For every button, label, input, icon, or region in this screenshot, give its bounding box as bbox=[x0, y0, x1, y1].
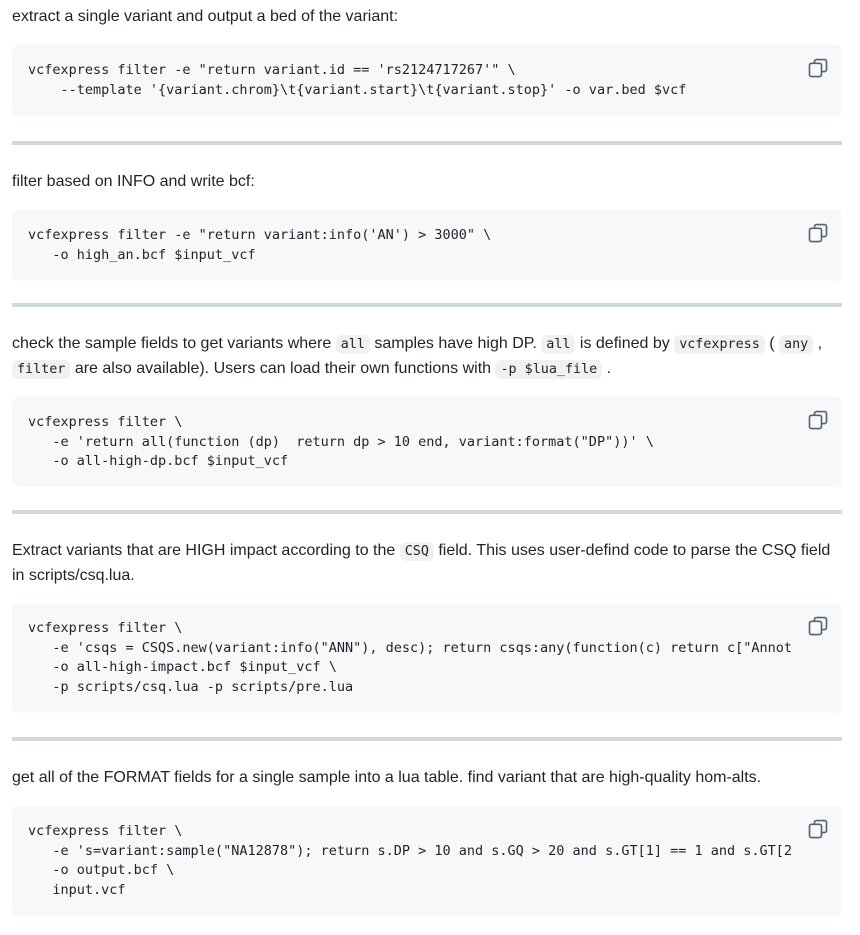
prose-text: get all of the FORMAT fields for a single sample into a lua table. find variant that are high-quality hom-alts. bbox=[12, 769, 762, 786]
inline-code-csq: CSQ bbox=[400, 542, 434, 561]
prose-text: are also available). Users can load their own functions with bbox=[70, 360, 496, 377]
inline-code-all: all bbox=[336, 335, 370, 354]
code-text-3 bbox=[28, 413, 798, 472]
section-3-text bbox=[12, 332, 842, 382]
code-text-1 bbox=[28, 61, 798, 100]
prose-text: check the sample fields to get variants where bbox=[12, 335, 336, 352]
prose-text: samples have high DP. bbox=[369, 335, 542, 352]
code-line: -p scripts/csq.lua -p scripts/pre.lua bbox=[28, 678, 354, 695]
code-block-4[interactable] bbox=[12, 603, 842, 713]
section-divider bbox=[12, 141, 842, 145]
copy-icon[interactable] bbox=[808, 819, 828, 839]
copy-icon[interactable] bbox=[808, 410, 828, 430]
code-line: -o output.bcf \ bbox=[28, 862, 175, 878]
section-5-text bbox=[12, 766, 842, 790]
code-line: -o all-high-impact.bcf $input_vcf \ bbox=[28, 659, 337, 675]
code-text-5 bbox=[28, 822, 798, 900]
inline-code-filter: filter bbox=[12, 360, 70, 379]
code-text-4 bbox=[28, 619, 798, 697]
section-divider bbox=[12, 303, 842, 307]
inline-code-lua-file: -p $lua_file bbox=[495, 360, 602, 379]
code-block-1[interactable] bbox=[12, 45, 842, 116]
prose-text: filter based on INFO and write bcf: bbox=[12, 173, 255, 190]
code-block-3[interactable] bbox=[12, 397, 842, 487]
inline-code-vcfexpress: vcfexpress bbox=[674, 335, 765, 354]
section-divider bbox=[12, 737, 842, 741]
code-line: input.vcf bbox=[28, 881, 126, 898]
code-line: -o high_an.bcf $input_vcf bbox=[28, 246, 256, 263]
copy-icon[interactable] bbox=[808, 616, 828, 636]
code-line: vcfexpress filter -e "return variant.id == 'rs2124717267'" \ bbox=[28, 62, 516, 78]
prose-text: ( bbox=[764, 335, 780, 352]
inline-code-all: all bbox=[541, 335, 575, 354]
code-line: -o all-high-dp.bcf $input_vcf bbox=[28, 453, 289, 469]
code-line: -e 'csqs = CSQS.new(variant:info("ANN"), desc); return csqs:any(function(c) return c["Annot bbox=[28, 639, 793, 656]
code-line: vcfexpress filter -e "return variant:info('AN') > 3000" \ bbox=[28, 227, 492, 243]
code-line: --template '{variant.chrom}\t{variant.start}\t{variant.stop}' -o var.bed $vcf bbox=[28, 81, 687, 98]
inline-code-any: any bbox=[779, 335, 813, 354]
code-line: -e 'return all(function (dp) return dp > 10 end, variant:format("DP"))' \ bbox=[28, 433, 654, 450]
prose-text: , bbox=[813, 335, 823, 352]
code-block-2[interactable] bbox=[12, 210, 842, 281]
prose-text: . bbox=[602, 360, 612, 377]
prose-text: field. This uses user-defind code to parse the CSQ field in scripts/csq.lua. bbox=[12, 542, 831, 584]
code-text-2 bbox=[28, 226, 798, 265]
copy-icon[interactable] bbox=[808, 58, 828, 78]
code-line: vcfexpress filter \ bbox=[28, 414, 183, 430]
code-line: -e 's=variant:sample("NA12878"); return s.DP > 10 and s.GQ > 20 and s.GT[1] == 1 and s.GT[2 bbox=[28, 842, 793, 859]
prose-text: is defined by bbox=[575, 335, 675, 352]
prose-text: Extract variants that are HIGH impact according to the bbox=[12, 542, 400, 559]
section-1-text bbox=[12, 5, 842, 29]
code-line: vcfexpress filter \ bbox=[28, 620, 183, 636]
section-2-text bbox=[12, 170, 842, 194]
prose-text: extract a single variant and output a bed of the variant: bbox=[12, 8, 399, 25]
code-block-5[interactable] bbox=[12, 806, 842, 916]
section-4-text bbox=[12, 539, 842, 588]
section-divider bbox=[12, 510, 842, 514]
code-line: vcfexpress filter \ bbox=[28, 823, 183, 839]
copy-icon[interactable] bbox=[808, 223, 828, 243]
